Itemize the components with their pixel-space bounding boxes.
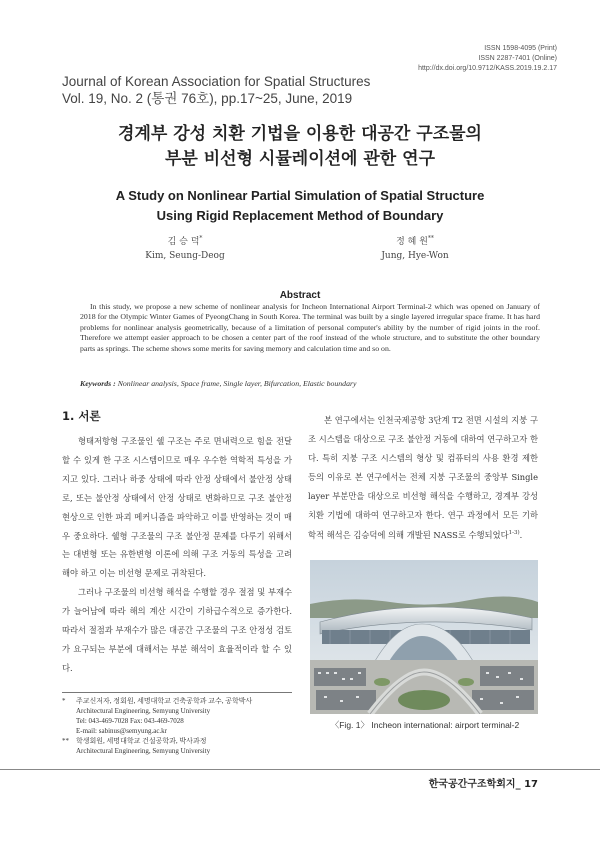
footnote-2-line: Architectural Engineering, Semyung University	[76, 747, 211, 755]
right-paragraph-1	[308, 411, 538, 545]
keywords-label: Keywords :	[80, 379, 118, 388]
terminal-illustration	[310, 560, 538, 714]
footnote-2	[62, 736, 297, 756]
author-2-english: Jung, Hye-Won	[381, 251, 449, 261]
journal-header	[62, 73, 370, 107]
author-2	[315, 232, 515, 263]
footnote-1-line: Tel: 043-469-7028 Fax: 043-469-7028	[76, 717, 184, 725]
footnote-1-email[interactable]: E-mail: sabinus@semyung.ac.kr	[76, 727, 168, 735]
author-1-mark: *	[199, 235, 203, 242]
right-paragraph-end: .	[519, 530, 523, 541]
right-column	[308, 411, 538, 545]
footer-journal: 한국공간구조학회지	[428, 779, 516, 790]
abstract-heading: Abstract	[279, 290, 321, 301]
volume-info: Vol. 19, No. 2 (통권 76호), pp.17~25, June, 2019	[62, 91, 353, 106]
keywords	[80, 379, 356, 388]
english-title	[0, 186, 600, 226]
footnotes	[62, 696, 297, 756]
footnote-1-mark: *	[62, 697, 66, 705]
issn-online: ISSN 2287-7401 (Online)	[478, 55, 557, 62]
footnote-2-line: 학생회원, 세명대학교 건설공학과, 박사과정	[76, 737, 207, 745]
doi-link[interactable]: http://dx.doi.org/10.9712/KASS.2019.19.2.17	[418, 65, 557, 72]
korean-title	[0, 122, 600, 172]
author-2-korean: 정 혜 원	[396, 237, 428, 247]
footnote-1-line: 주교신저자, 정회원, 세명대학교 건축공학과 교수, 공학박사	[76, 697, 253, 705]
journal-name: Journal of Korean Association for Spatial Structures	[62, 74, 371, 89]
korean-title-line1: 경계부 강성 치환 기법을 이용한 대공간 구조물의	[118, 124, 482, 144]
page-footer	[429, 775, 538, 790]
author-1-korean: 김 승 덕	[167, 237, 200, 247]
abstract-text: In this study, we propose a new scheme of nonlinear analysis for Incheon International Airport Terminal-2 which was opened on January of 2018 for the Olympic Winter Games of PyeongChang in South Korea. The terminal was built by a single layered irregular space frame. It has hard problems for nonlinear analysis geometrically, because of a limitation of personal computer's ability by the number of rigid joints in the roof. Therefore we attempt easier approach to be chosen a center part of the roof instead of the whole structure, and to substitute the other boundary parts as springs. The scheme shows some merits for saving memory and calculation time and so on.	[80, 302, 540, 353]
author-2-mark: **	[427, 235, 434, 242]
issn-print: ISSN 1598-4095 (Print)	[484, 45, 557, 52]
issn-block	[418, 44, 557, 74]
english-title-line2: Using Rigid Replacement Method of Boundary	[156, 208, 444, 223]
author-1	[85, 232, 285, 263]
left-column	[62, 432, 292, 678]
terminal-photo	[310, 560, 538, 714]
footnote-divider	[62, 692, 292, 693]
author-1-english: Kim, Seung-Deog	[145, 251, 225, 261]
footnote-1-line: Architectural Engineering, Semyung University	[76, 707, 211, 715]
footnote-1	[62, 696, 297, 736]
section-heading: 1. 서론	[62, 409, 101, 423]
left-paragraph-1: 형태저항형 구조물인 쉘 구조는 주로 면내력으로 힘을 전달할 수 있게 한 구조 시스템이므로 매우 우수한 역학적 특성을 가지고 있다. 그러나 하중 상태에 따라 안정 상태에서 불안정 상태로, 또는 불안정 상태에서 안정 상태로 변화하므로 구조 불안정 현상으로 인한 파괴 메커니즘을 파악하고 이를 반영하는 것이 매우 중요하다. 쉘형 구조물의 구조 불안정 문제를 다루기 위해서는 대변형 또는 유한변형 이론에 의해 구조 거동의 특성을 고려해야 하고 이는 비선형 문제로 귀착된다.	[62, 436, 292, 579]
left-paragraph-2: 그러나 구조물의 비선형 해석을 수행할 경우 절점 및 부재수가 늘어남에 따라 해의 계산 시간이 기하급수적으로 증가한다. 따라서 절점과 부재수가 많은 대공간 구조물의 구조 안정성 검토가 요구되는 부분에 대해서는 부분 해석이 효율적이라 할 수 있다.	[62, 587, 292, 673]
footer-rule	[0, 769, 600, 770]
figure-caption: 〈Fig. 1〉 Incheon international: airport terminal-2	[330, 720, 520, 730]
keywords-list: Nonlinear analysis, Space frame, Single layer, Bifurcation, Elastic boundary	[117, 379, 357, 388]
footnote-2-mark: **	[62, 737, 69, 745]
right-paragraph-text: 본 연구에서는 인천국제공항 3단계 T2 전면 시설의 지붕 구조 시스템을 대상으로 구조 불안정 거동에 대하여 연구하고자 한다. 특히 지붕 구조 시스템의 형상 및 컴퓨터의 사용 환경 제한 등의 이유로 본 연구에서는 전체 지붕 구조물의 중앙부 Single layer 부분만을 대상으로 비선형 해석을 수행하고, 경계부 강성 치환 기법에 대하여 연구하고자 한다. 연구 과정에서 모든 기하학적 해석은 김승덕에 의해 개발된 NASS로 수행되었다	[308, 415, 538, 541]
page-number: _ 17	[515, 779, 538, 790]
korean-title-line2: 부분 비선형 시뮬레이션에 관한 연구	[164, 149, 435, 169]
english-title-line1: A Study on Nonlinear Partial Simulation of Spatial Structure	[115, 188, 485, 203]
citation-ref: 1-3)	[508, 530, 520, 537]
